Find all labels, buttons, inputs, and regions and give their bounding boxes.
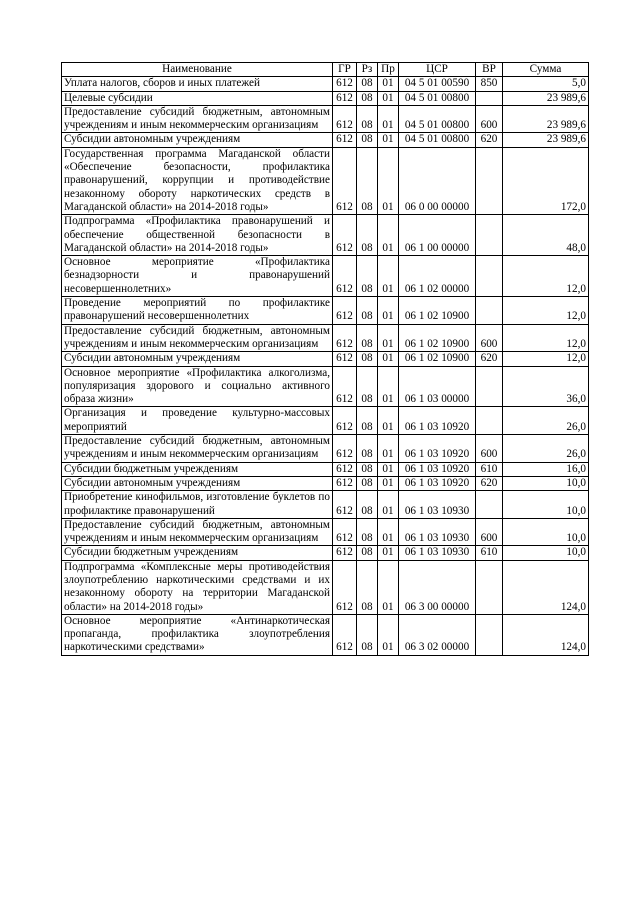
cell-vr xyxy=(476,256,503,297)
cell-name: Проведение мероприятий по профилактике правонарушений несовершеннолетних xyxy=(62,297,333,325)
cell-rz: 08 xyxy=(357,324,378,352)
cell-csr: 06 1 03 10920 xyxy=(399,435,476,463)
cell-csr: 06 1 03 10930 xyxy=(399,546,476,560)
cell-name: Предоставление субсидий бюджетным, автономным учреждениям и иным некоммерческим организациям xyxy=(62,105,333,133)
cell-rz: 08 xyxy=(357,491,378,519)
cell-sum: 23 989,6 xyxy=(503,133,589,147)
cell-sum: 5,0 xyxy=(503,77,589,91)
cell-name: Субсидии бюджетным учреждениям xyxy=(62,546,333,560)
table-row xyxy=(62,462,589,476)
table-row xyxy=(62,435,589,463)
cell-pr: 01 xyxy=(378,518,399,546)
cell-sum: 124,0 xyxy=(503,560,589,614)
header-name: Наименование xyxy=(62,63,333,77)
cell-vr xyxy=(476,366,503,407)
cell-csr: 06 1 00 00000 xyxy=(399,215,476,256)
cell-gr: 612 xyxy=(333,147,357,214)
cell-vr: 600 xyxy=(476,435,503,463)
table-row xyxy=(62,133,589,147)
table-row xyxy=(62,560,589,614)
cell-gr: 612 xyxy=(333,614,357,655)
cell-sum: 12,0 xyxy=(503,352,589,366)
cell-name: Основное мероприятие «Антинаркотическая пропаганда, профилактика злоупотребления наркотическими средствами» xyxy=(62,614,333,655)
cell-pr: 01 xyxy=(378,407,399,435)
cell-name: Подпрограмма «Комплексные меры противодействия злоупотреблению наркотическими средствами и их незаконному обороту на территории Магаданской области» на 2014-2018 годы» xyxy=(62,560,333,614)
cell-name: Организация и проведение культурно-массовых мероприятий xyxy=(62,407,333,435)
cell-csr: 06 3 00 00000 xyxy=(399,560,476,614)
cell-vr: 620 xyxy=(476,476,503,490)
cell-vr: 600 xyxy=(476,324,503,352)
table-row xyxy=(62,352,589,366)
cell-sum: 48,0 xyxy=(503,215,589,256)
table-row xyxy=(62,91,589,105)
cell-sum: 16,0 xyxy=(503,462,589,476)
cell-vr xyxy=(476,297,503,325)
cell-vr: 600 xyxy=(476,518,503,546)
cell-pr: 01 xyxy=(378,435,399,463)
cell-csr: 06 1 02 00000 xyxy=(399,256,476,297)
cell-vr xyxy=(476,491,503,519)
table-row xyxy=(62,518,589,546)
cell-vr xyxy=(476,147,503,214)
cell-gr: 612 xyxy=(333,256,357,297)
cell-pr: 01 xyxy=(378,491,399,519)
cell-rz: 08 xyxy=(357,560,378,614)
header-csr: ЦСР xyxy=(399,63,476,77)
cell-gr: 612 xyxy=(333,352,357,366)
cell-gr: 612 xyxy=(333,462,357,476)
cell-name: Субсидии бюджетным учреждениям xyxy=(62,462,333,476)
cell-csr: 06 1 03 10920 xyxy=(399,476,476,490)
cell-name: Уплата налогов, сборов и иных платежей xyxy=(62,77,333,91)
cell-gr: 612 xyxy=(333,476,357,490)
table-row xyxy=(62,324,589,352)
cell-pr: 01 xyxy=(378,91,399,105)
cell-name: Субсидии автономным учреждениям xyxy=(62,476,333,490)
cell-name: Государственная программа Магаданской области «Обеспечение безопасности, профилактика правонарушений, коррупции и противодействие незаконному обороту наркотических средств в Магаданской области» на 2014-2018 годы» xyxy=(62,147,333,214)
cell-csr: 06 1 02 10900 xyxy=(399,297,476,325)
cell-gr: 612 xyxy=(333,560,357,614)
cell-name: Основное мероприятие «Профилактика алкоголизма, популяризация здорового и социально активного образа жизни» xyxy=(62,366,333,407)
cell-name: Приобретение кинофильмов, изготовление буклетов по профилактике правонарушений xyxy=(62,491,333,519)
cell-pr: 01 xyxy=(378,560,399,614)
cell-pr: 01 xyxy=(378,366,399,407)
cell-gr: 612 xyxy=(333,91,357,105)
cell-rz: 08 xyxy=(357,518,378,546)
cell-rz: 08 xyxy=(357,352,378,366)
cell-rz: 08 xyxy=(357,476,378,490)
cell-gr: 612 xyxy=(333,297,357,325)
cell-csr: 06 1 03 10930 xyxy=(399,491,476,519)
table-row xyxy=(62,491,589,519)
cell-pr: 01 xyxy=(378,476,399,490)
cell-vr xyxy=(476,91,503,105)
cell-name: Субсидии автономным учреждениям xyxy=(62,352,333,366)
cell-sum: 26,0 xyxy=(503,407,589,435)
cell-vr xyxy=(476,407,503,435)
cell-csr: 06 1 03 10930 xyxy=(399,518,476,546)
cell-vr xyxy=(476,215,503,256)
cell-rz: 08 xyxy=(357,462,378,476)
cell-sum: 23 989,6 xyxy=(503,105,589,133)
cell-vr xyxy=(476,614,503,655)
cell-sum: 23 989,6 xyxy=(503,91,589,105)
cell-gr: 612 xyxy=(333,215,357,256)
table-header-row xyxy=(62,63,589,77)
cell-pr: 01 xyxy=(378,77,399,91)
cell-rz: 08 xyxy=(357,147,378,214)
cell-rz: 08 xyxy=(357,133,378,147)
cell-sum: 172,0 xyxy=(503,147,589,214)
cell-name: Субсидии автономным учреждениям xyxy=(62,133,333,147)
table-row xyxy=(62,297,589,325)
cell-sum: 10,0 xyxy=(503,491,589,519)
cell-pr: 01 xyxy=(378,352,399,366)
cell-sum: 10,0 xyxy=(503,476,589,490)
table-row xyxy=(62,77,589,91)
cell-sum: 10,0 xyxy=(503,546,589,560)
table-row xyxy=(62,366,589,407)
cell-pr: 01 xyxy=(378,324,399,352)
cell-csr: 04 5 01 00800 xyxy=(399,105,476,133)
cell-pr: 01 xyxy=(378,462,399,476)
cell-sum: 10,0 xyxy=(503,518,589,546)
cell-vr xyxy=(476,560,503,614)
cell-vr: 850 xyxy=(476,77,503,91)
cell-csr: 04 5 01 00800 xyxy=(399,133,476,147)
cell-rz: 08 xyxy=(357,546,378,560)
cell-sum: 12,0 xyxy=(503,297,589,325)
cell-vr: 610 xyxy=(476,546,503,560)
cell-csr: 06 1 02 10900 xyxy=(399,352,476,366)
header-sum: Сумма xyxy=(503,63,589,77)
table-row xyxy=(62,407,589,435)
cell-rz: 08 xyxy=(357,105,378,133)
cell-rz: 08 xyxy=(357,297,378,325)
cell-gr: 612 xyxy=(333,133,357,147)
header-pr: Пр xyxy=(378,63,399,77)
cell-pr: 01 xyxy=(378,614,399,655)
table-row xyxy=(62,215,589,256)
cell-rz: 08 xyxy=(357,256,378,297)
cell-gr: 612 xyxy=(333,435,357,463)
cell-sum: 26,0 xyxy=(503,435,589,463)
cell-gr: 612 xyxy=(333,77,357,91)
cell-gr: 612 xyxy=(333,324,357,352)
cell-rz: 08 xyxy=(357,77,378,91)
budget-table xyxy=(61,62,589,656)
table-row xyxy=(62,476,589,490)
cell-csr: 06 1 02 10900 xyxy=(399,324,476,352)
header-vr: ВР xyxy=(476,63,503,77)
cell-gr: 612 xyxy=(333,105,357,133)
cell-rz: 08 xyxy=(357,215,378,256)
cell-sum: 12,0 xyxy=(503,256,589,297)
cell-vr: 610 xyxy=(476,462,503,476)
cell-vr: 620 xyxy=(476,352,503,366)
cell-gr: 612 xyxy=(333,366,357,407)
table-row xyxy=(62,105,589,133)
header-gr: ГР xyxy=(333,63,357,77)
cell-csr: 06 0 00 00000 xyxy=(399,147,476,214)
cell-sum: 12,0 xyxy=(503,324,589,352)
header-rz: Рз xyxy=(357,63,378,77)
cell-pr: 01 xyxy=(378,215,399,256)
cell-pr: 01 xyxy=(378,147,399,214)
table-row xyxy=(62,614,589,655)
table-row xyxy=(62,256,589,297)
cell-csr: 06 3 02 00000 xyxy=(399,614,476,655)
cell-pr: 01 xyxy=(378,133,399,147)
cell-name: Целевые субсидии xyxy=(62,91,333,105)
cell-gr: 612 xyxy=(333,491,357,519)
cell-csr: 04 5 01 00800 xyxy=(399,91,476,105)
cell-csr: 04 5 01 00590 xyxy=(399,77,476,91)
cell-vr: 620 xyxy=(476,133,503,147)
cell-rz: 08 xyxy=(357,91,378,105)
cell-sum: 124,0 xyxy=(503,614,589,655)
cell-csr: 06 1 03 00000 xyxy=(399,366,476,407)
cell-pr: 01 xyxy=(378,546,399,560)
cell-name: Предоставление субсидий бюджетным, автономным учреждениям и иным некоммерческим организациям xyxy=(62,435,333,463)
cell-rz: 08 xyxy=(357,435,378,463)
cell-name: Предоставление субсидий бюджетным, автономным учреждениям и иным некоммерческим организациям xyxy=(62,324,333,352)
cell-rz: 08 xyxy=(357,407,378,435)
cell-sum: 36,0 xyxy=(503,366,589,407)
cell-pr: 01 xyxy=(378,256,399,297)
cell-pr: 01 xyxy=(378,105,399,133)
cell-gr: 612 xyxy=(333,518,357,546)
cell-name: Предоставление субсидий бюджетным, автономным учреждениям и иным некоммерческим организациям xyxy=(62,518,333,546)
cell-pr: 01 xyxy=(378,297,399,325)
cell-gr: 612 xyxy=(333,407,357,435)
cell-csr: 06 1 03 10920 xyxy=(399,407,476,435)
cell-gr: 612 xyxy=(333,546,357,560)
table-row xyxy=(62,147,589,214)
cell-vr: 600 xyxy=(476,105,503,133)
cell-rz: 08 xyxy=(357,614,378,655)
cell-rz: 08 xyxy=(357,366,378,407)
table-row xyxy=(62,546,589,560)
cell-name: Подпрограмма «Профилактика правонарушений и обеспечение общественной безопасности в Магаданской области» на 2014-2018 годы» xyxy=(62,215,333,256)
cell-csr: 06 1 03 10920 xyxy=(399,462,476,476)
cell-name: Основное мероприятие «Профилактика безнадзорности и правонарушений несовершеннолетних» xyxy=(62,256,333,297)
